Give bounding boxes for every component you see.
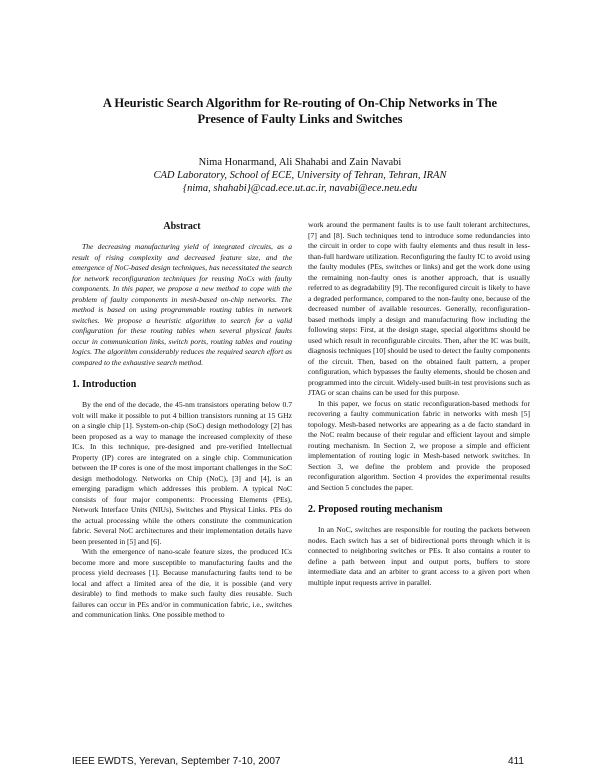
left-column — [72, 220, 292, 621]
author-block — [80, 156, 520, 195]
author-names: Nima Honarmand, Ali Shahabi and Zain Navabi — [198, 157, 402, 168]
intro-paragraph-4: In this paper, we focus on static reconfiguration-based methods for recovering a faulty communication fabric in networks with mesh [5] topology. Mesh-based networks are appearing as a de facto standard in the NoC realm because of their regular and efficient layout and simple routing mechanism. In Section 2, we propose a simple and efficient implementation of routing logic in Mesh-based network switches. In Section 3, we define the problem and provide the proposed reconfiguration algorithm. Section 4 provides the experimental results and Section 5 concludes the paper. — [308, 398, 530, 492]
intro-paragraph-2: With the emergence of nano-scale feature sizes, the produced ICs become more and more susceptible to manufacturing faults and the process yield decreases [1]. Because manufacturing faults tend to be local and affect a limited area of the die, it is possible (and very desirable) to find methods to make such faulty dies reusable. Such failures can occur in PEs and/or in communication fabric, i.e., switches and communication links. One possible method to — [72, 547, 292, 619]
author-emails: {nima, shahabi}@cad.ece.ut.ac.ir, navabi@ece.neu.edu — [182, 183, 418, 194]
footer-conference: IEEE EWDTS, Yerevan, September 7-10, 2007 — [72, 756, 281, 767]
section-1-heading: 1. Introduction — [72, 379, 137, 390]
abstract-heading: Abstract — [163, 221, 201, 232]
intro-paragraph-1: By the end of the decade, the 45-nm transistors operating below 0.7 volt will make it possible to put 4 billion transistors running at 15 GHz on a single chip [1]. System-on-chip (SoC) design methodology [2] has been proposed as a way to manage the increased complexity of these ICs. In this technique, pre-designed and pre-verified Intellectual Property (IP) cores are integrated on a single chip. Communication between the IP cores is one of the most important challenges in the SoC design methodology. Networks on Chip (NoC), [3] and [4], is an emerging paradigm which addresses this problem. A typical NoC consists of four major components: Processing Elements (PEs), Network Interface Units (NIUs), Switches and Physical Links. PEs do the actual processing while the others constitute the communication fabric. Several NoC architectures and their implementation details have been presented in [5] and [6]. — [72, 400, 292, 546]
section-2-paragraph-1: In an NoC, switches are responsible for routing the packets between nodes. Each switch has a set of bidirectional ports through which it is connected to neighboring switches or PEs. It also contains a router to define a path between input and output ports, buffers to store intermediate data and an arbiter to grant access to a given port when multiple input requests arrive in parallel. — [308, 525, 530, 587]
section-2-heading: 2. Proposed routing mechanism — [308, 504, 443, 515]
paper-title: A Heuristic Search Algorithm for Re-routing of On-Chip Networks in The Presence of Faulty Links and Switches — [102, 96, 498, 126]
right-column — [308, 220, 530, 588]
intro-paragraph-3: work around the permanent faults is to use fault tolerant architectures, [7] and [8]. Such techniques tend to introduce some redundancies into the circuit in order to cope with faulty elements and thus result in less-than-full hardware utilization. Reconfiguring the faulty IC to avoid using the faulty modules (PEs, switches or links) and get the work done using the remaining non-faulty ones is another approach, that is usually referred to as degradability [9]. The reconfigured circuit is likely to have a degraded performance, compared to the non-faulty one, because of the decreased number of available resources. Generally, reconfiguration-based methods imply a design and manufacturing flow including the following steps: First, at the design stage, special algorithms should be used which result in reconfigurable circuits. Then, after the IC was built, diagnosis techniques [10] should be used to detect the faulty components of the circuit. Then, based on the obtained fault pattern, a proper configuration, which bypasses the faulty elements, should be chosen and programmed into the circuit. Widely-used built-in test provisions such as JTAG or scan chains can be used for this purpose. — [308, 220, 530, 397]
affiliation: CAD Laboratory, School of ECE, University of Tehran, Tehran, IRAN — [153, 170, 447, 181]
abstract-text: The decreasing manufacturing yield of integrated circuits, as a result of rising complexity and decreased feature size, and the emergence of NoC-based design techniques, has necessitated the search for network reconfiguration techniques for reusing NoCs with faulty components. In this paper, we propose a new method to cope with the problem of faulty components in mesh-based on-chip networks. The method is based on using programmable routing tables in network switches. We propose a heuristic algorithm to search for a valid configuration for these routing tables when several physical faults occur in communication links, switch ports, routing tables and routing logics. The algorithm considerably reduces the required search effort as compared to the exhaustive search method. — [72, 242, 292, 367]
footer-page-number: 411 — [508, 756, 524, 767]
